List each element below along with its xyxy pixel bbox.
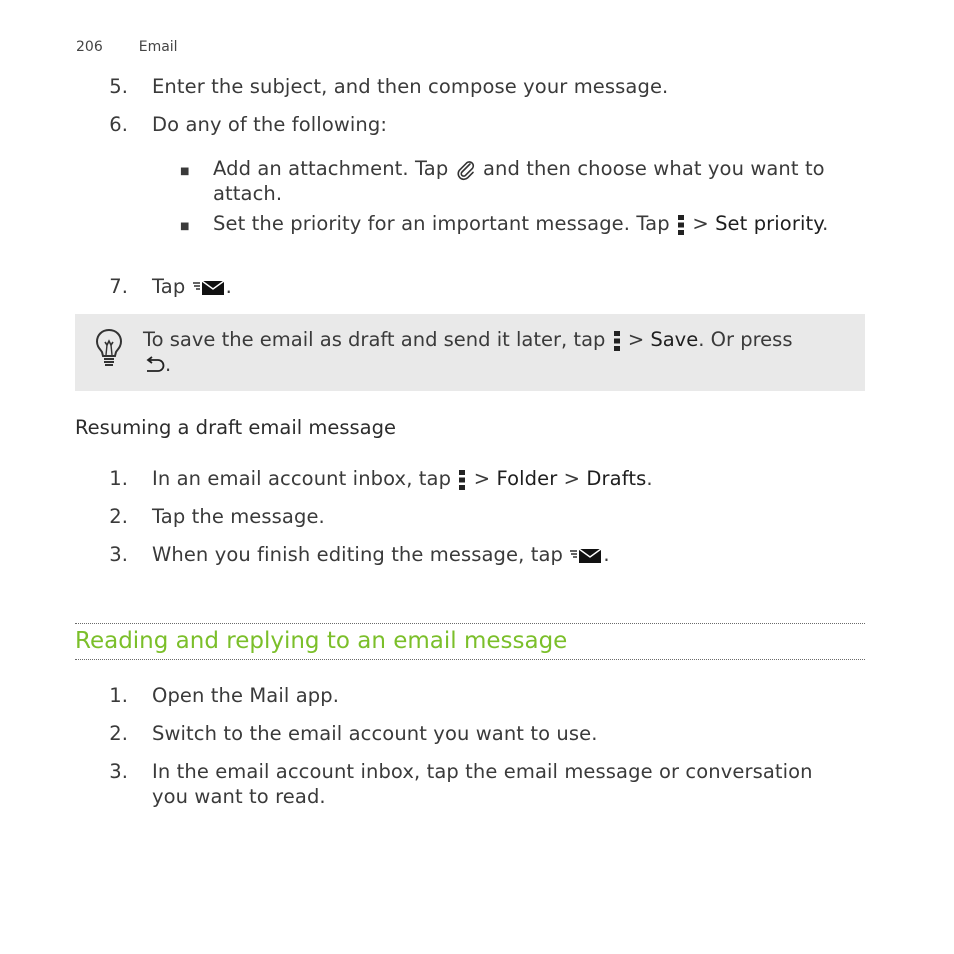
step-number: 1.	[109, 467, 128, 490]
tip-text: To save the email as draft and send it later, tap > Save. Or press .	[143, 328, 793, 376]
send-icon	[192, 279, 226, 297]
bullet-marker: ■	[180, 221, 190, 232]
step-number: 2.	[109, 722, 128, 745]
step-number: 1.	[109, 684, 128, 707]
page-header	[76, 39, 178, 55]
step-text: In the email account inbox, tap the email message or conversation you want to read.	[152, 760, 813, 808]
bullet-marker: ■	[180, 166, 190, 177]
bullet-text: Set the priority for an important message. Tap > Set priority.	[213, 212, 829, 235]
step-text: Tap .	[152, 275, 232, 298]
step-text: Switch to the email account you want to use.	[152, 722, 598, 745]
tip-box	[75, 314, 865, 391]
step-text: Open the Mail app.	[152, 684, 339, 707]
subheading: Resuming a draft email message	[75, 416, 397, 439]
back-icon	[143, 356, 165, 376]
step-number: 2.	[109, 505, 128, 528]
step-number: 3.	[109, 760, 128, 783]
bullet-text: Add an attachment. Tap and then choose what you want to attach.	[213, 157, 825, 205]
step-text: Do any of the following:	[152, 113, 388, 136]
lightbulb-icon	[95, 328, 123, 368]
step-number: 5.	[109, 75, 128, 98]
overflow-menu-icon	[457, 469, 467, 491]
paperclip-icon	[455, 159, 477, 181]
divider	[75, 623, 865, 624]
step-number: 6.	[109, 113, 128, 136]
step-number: 7.	[109, 275, 128, 298]
step-text: When you finish editing the message, tap .	[152, 543, 610, 566]
send-icon	[569, 547, 603, 565]
overflow-menu-icon	[676, 214, 686, 236]
overflow-menu-icon	[612, 330, 622, 352]
section-title: Reading and replying to an email message	[75, 628, 568, 654]
step-text: In an email account inbox, tap > Folder > Drafts.	[152, 467, 653, 490]
divider	[75, 659, 865, 660]
step-text: Enter the subject, and then compose your message.	[152, 75, 669, 98]
step-text: Tap the message.	[152, 505, 325, 528]
step-number: 3.	[109, 543, 128, 566]
page-number: 206	[76, 39, 103, 55]
section-name: Email	[138, 39, 178, 55]
